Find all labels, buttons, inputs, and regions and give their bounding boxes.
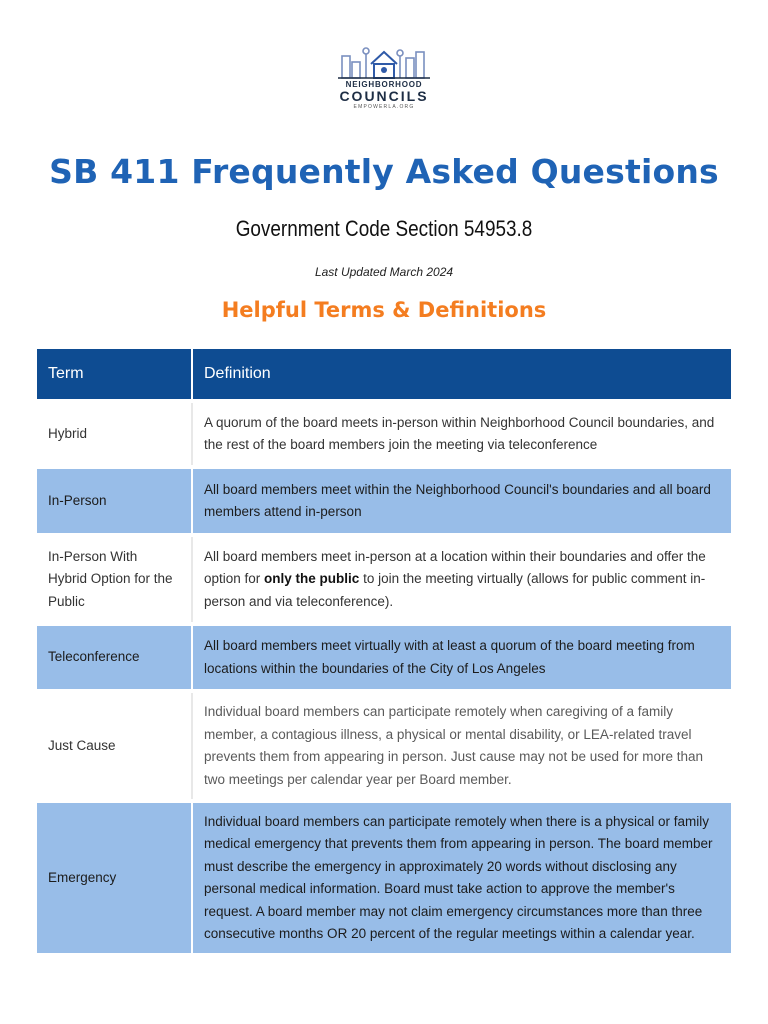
- definition-emphasis: only the public: [264, 571, 360, 587]
- table-row: [37, 626, 731, 689]
- term-cell: In-Person: [37, 469, 192, 533]
- term-cell: In-Person With Hybrid Option for the Public: [37, 537, 192, 622]
- page-title: SB 411 Frequently Asked Questions: [49, 152, 719, 191]
- logo-text-councils: COUNCILS: [339, 88, 429, 104]
- table-header-row: [37, 349, 731, 399]
- column-header-term: Term: [37, 349, 192, 399]
- page-subtitle: Government Code Section 54953.8: [235, 216, 533, 241]
- column-header-definition: Definition: [192, 349, 731, 399]
- logo: [0, 44, 768, 110]
- table-row: [37, 803, 731, 953]
- section-heading: Helpful Terms & Definitions: [221, 298, 547, 322]
- definition-cell: A quorum of the board meets in-person within Neighborhood Council boundaries, and the rest of the board members join the meeting via teleconference: [192, 403, 731, 465]
- logo-text-url: EMPOWERLA.ORG: [353, 104, 415, 110]
- term-cell: Emergency: [37, 803, 192, 953]
- table-row: [37, 403, 731, 465]
- definition-cell: All board members meet within the Neighborhood Council's boundaries and all board members attend in-person: [192, 469, 731, 533]
- table-row: [37, 469, 731, 533]
- table-row: [37, 537, 731, 622]
- definition-cell: All board members meet virtually with at least a quorum of the board meeting from locations within the boundaries of the City of Los Angeles: [192, 626, 731, 689]
- term-cell: Teleconference: [37, 626, 192, 689]
- term-cell: Just Cause: [37, 693, 192, 799]
- table-row: [37, 693, 731, 799]
- term-cell: Hybrid: [37, 403, 192, 465]
- definition-text: to join the meeting virtually (allows for public comment in-person and via teleconference).: [204, 571, 706, 609]
- definition-cell: Individual board members can participate remotely when caregiving of a family member, a contagious illness, a physical or mental disability, or LEA-related travel prevents them from appearing in person. Just cause may not be used for more than two meetings per calendar year per Board member.: [192, 693, 731, 799]
- definition-text: All board members meet in-person at a location within their boundaries and offer the option for: [204, 548, 706, 587]
- terms-definitions-table: [37, 349, 731, 953]
- definition-cell: Individual board members can participate remotely when there is a physical or family medical emergency that prevents them from appearing in person. The board member must describe the emergency in approximately 20 words without disclosing any personal medical information. Board must take action to approve the member's request. A board member may not claim emergency circumstances more than three consecutive months OR 20 percent of the regular meetings within a calendar year.: [192, 803, 731, 953]
- last-updated: Last Updated March 2024: [314, 265, 454, 279]
- neighborhood-skyline-icon: [336, 44, 432, 80]
- logo-text-neighborhood: NEIGHBORHOOD: [345, 80, 423, 89]
- definition-cell: [192, 537, 731, 622]
